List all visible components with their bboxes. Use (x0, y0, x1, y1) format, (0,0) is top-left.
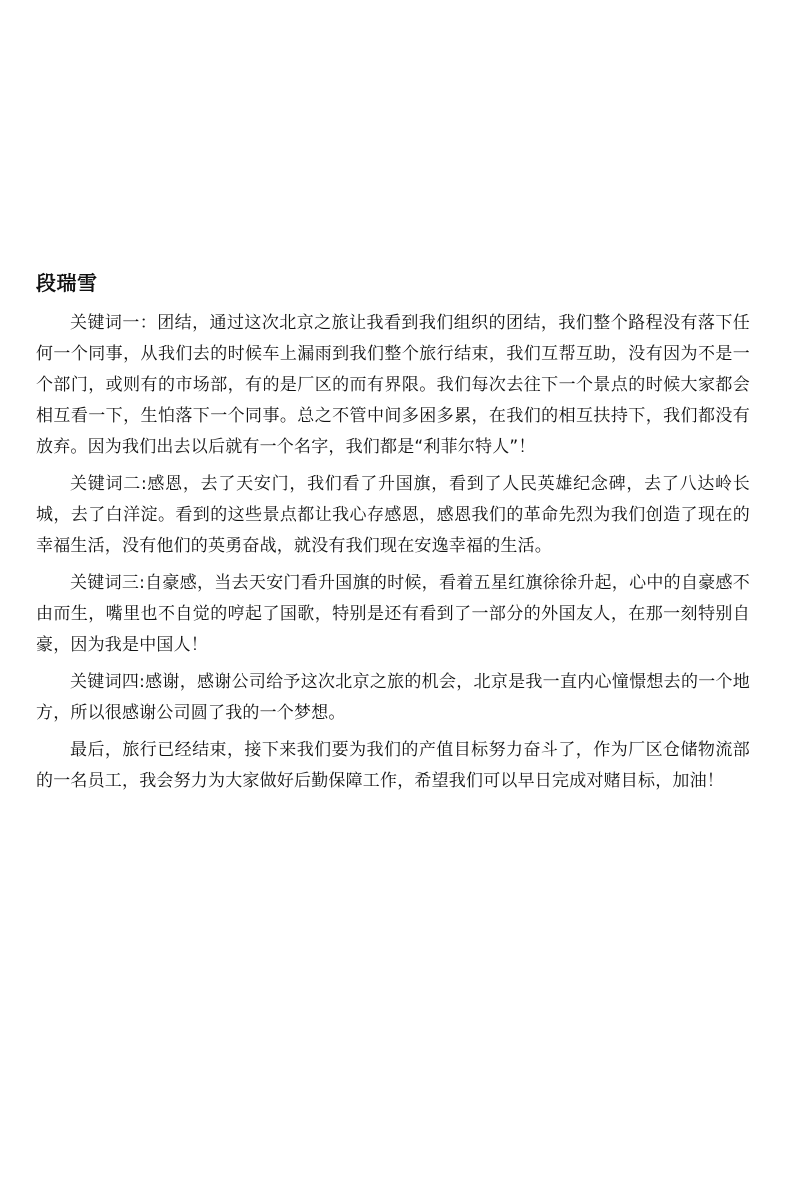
paragraph-keyword-1: 关键词一：团结，通过这次北京之旅让我看到我们组织的团结，我们整个路程没有落下任何一个同事，从我们去的时候车上漏雨到我们整个旅行结束，我们互帮互助，没有因为不是一个部门，或则有的市场部，有的是厂区的而有界限。我们每次去往下一个景点的时候大家都会相互看一下，生怕落下一个同事。总之不管中间多困多累，在我们的相互扶持下，我们都没有放弃。因为我们出去以后就有一个名字，我们都是“利菲尔特人”！ (36, 313, 750, 457)
author-name: 段瑞雪 (36, 271, 98, 295)
paragraph-conclusion: 最后，旅行已经结束，接下来我们要为我们的产值目标努力奋斗了，作为厂区仓储物流部的一名员工，我会努力为大家做好后勤保障工作，希望我们可以早日完成对赌目标，加油！ (36, 740, 750, 791)
paragraph-keyword-3: 关键词三:自豪感，当去天安门看升国旗的时候，看着五星红旗徐徐升起，心中的自豪感不由而生，嘴里也不自觉的哼起了国歌，特别是还有看到了一部分的外国友人，在那一刻特别自豪，因为我是中国人！ (36, 573, 750, 655)
paragraph-keyword-2: 关键词二:感恩，去了天安门，我们看了升国旗，看到了人民英雄纪念碑，去了八达岭长城，去了白洋淀。看到的这些景点都让我心存感恩，感恩我们的革命先烈为我们创造了现在的幸福生活，没有他们的英勇奋战，就没有我们现在安逸幸福的生活。 (36, 474, 750, 556)
paragraph-keyword-4: 关键词四:感谢，感谢公司给予这次北京之旅的机会，北京是我一直内心憧憬想去的一个地方，所以很感谢公司圆了我的一个梦想。 (36, 672, 750, 723)
document-body (36, 268, 750, 803)
